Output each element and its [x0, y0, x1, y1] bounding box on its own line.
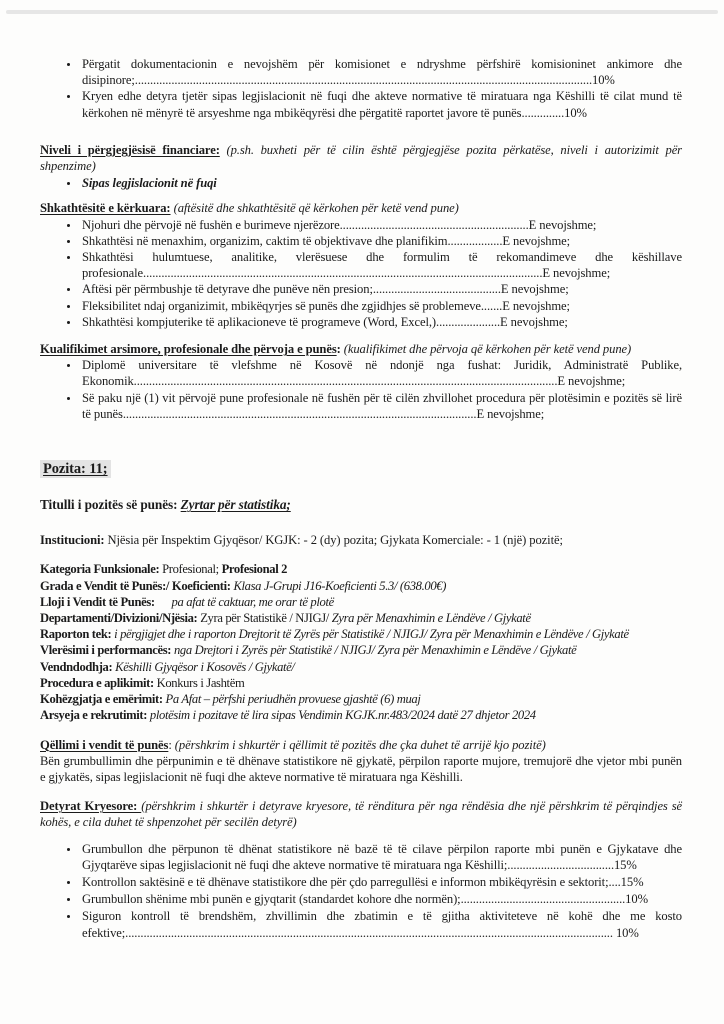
detail-line: [40, 691, 682, 707]
text-segment: pa afat të caktuar, me orar të plotë: [157, 594, 334, 609]
skills-list: [40, 217, 682, 330]
scan-artifact-line: [6, 10, 718, 14]
main-duties-heading: [40, 798, 682, 830]
text-segment: Raporton tek:: [40, 627, 115, 642]
text-segment: i përgjigjet dhe i raporton Drejtorit të Zyrës për Statistikë / NJIGJ/ Zyra për Menaxhimin e Lëndëve / Gjykatë: [114, 627, 629, 642]
position-details-block: [40, 561, 682, 723]
task-item: • Grumbullon shënime mbi punën e gjyqtarit (standardet kohore dhe normën);......................................................10%: [80, 891, 682, 907]
text-segment: Kategoria Funksionale:: [40, 562, 163, 577]
text-segment: Zyrtar për statistika;: [180, 497, 291, 513]
text-segment: plotësim i pozitave të lira sipas Vendimin KGJK.nr.483/2024 datë 27 dhjetor 2024: [149, 708, 536, 723]
detail-line: [40, 642, 682, 658]
qualifications-heading: [40, 341, 682, 357]
skill-item: • Aftësi për përmbushje të detyrave dhe punëve nën presion;..........................................E nevojshme;: [80, 281, 682, 297]
text-segment: Sipas legjislacionit në fuqi: [82, 176, 217, 191]
financial-item: [80, 175, 682, 191]
text-segment: Kualifikimet arsimore, profesionale dhe përvoja e punës: [40, 342, 337, 357]
detail-line: [40, 594, 682, 610]
task-item: • Grumbullon dhe përpunon të dhënat statistikore në bazë të të cilave përpilon raporte mbi punën e Gjykatave dhe Gjyqtarëve sipas legjislacionit në fuqi dhe akteve normative të miratuara nga Këshilli;...................................15%: [80, 841, 682, 873]
position-title-line: [40, 497, 682, 513]
detail-line: [40, 659, 682, 675]
skill-item: • Fleksibilitet ndaj organizimit, mbikëqyrjes së punës dhe zgjidhjes së problemeve.......E nevojshme;: [80, 298, 682, 314]
text-segment: Vendndodhja:: [40, 659, 116, 674]
text-segment: Profesional 2: [221, 562, 288, 577]
text-segment: Departamenti/Divizioni/Njësia:: [40, 611, 201, 626]
purpose-heading: [40, 737, 682, 753]
qualification-item: • Së paku një (1) vit përvojë pune profesionale në fushën për të cilën zhvillohet procedura për plotësimin e pozitës së lirë të punës....................................................................................................................E nevojshme;: [80, 390, 682, 422]
detail-line: [40, 561, 682, 577]
text-segment: Zyra për Statistikë / NJIGJ/: [200, 611, 332, 626]
text-segment: :: [168, 737, 175, 752]
text-segment: Institucioni:: [40, 533, 108, 548]
detail-line: [40, 707, 682, 723]
purpose-paragraph: Bën grumbullimin dhe përpunimin e të dhënave statistikore në gjykatë, përpilon raporte mujore, tremujorë dhe vjetor mbi punën e gjykatës, sipas legjislacionit në fuqi dhe akteve normative të miratuara nga Këshilli.: [40, 753, 682, 784]
text-segment: Vlerësimi i performancës:: [40, 643, 174, 658]
institution-line: [40, 532, 682, 548]
text-segment: Pa Afat – përfshi periudhën provuese gjashtë (6) muaj: [165, 692, 421, 707]
qualifications-list: [40, 357, 682, 422]
text-segment: Titulli i pozitës së punës:: [40, 497, 181, 513]
skill-item: • Shkathtësi kompjuterike të aplikacioneve të programeve (Word, Excel,).....................E nevojshme;: [80, 314, 682, 330]
financial-responsibility-heading: [40, 142, 682, 174]
text-segment: nga Drejtori i Zyrës për Statistikë / NJIGJ/ Zyra për Menaxhimin e Lëndëve / Gjykatë: [173, 643, 577, 658]
detail-line: [40, 675, 682, 691]
text-segment: (p.sh. buxheti për të cilin është përgjegjëse pozita përkatëse, niveli i autorizimit për shpenzime): [40, 142, 682, 174]
financial-responsibility-list: [40, 175, 682, 191]
text-segment: (përshkrim i shkurtër i qëllimit të pozitës dhe çka duhet të arrijë kjo pozitë): [174, 737, 546, 752]
text-segment: Profesional;: [162, 562, 222, 577]
text-segment: (përshkrim i shkurtër i detyrave kryesore, të rënditura për nga rëndësia dhe një përshkrim të përqindjes së kohës, e cila duhet të shpenzohet për secilën detyrë): [40, 799, 683, 830]
text-segment: Njësia për Inspektim Gjyqësor/ KGJK: - 2 (dy) pozita; Gjykata Komerciale: - 1 (një) pozitë;: [107, 533, 563, 548]
skills-heading: [40, 200, 682, 216]
text-segment: Procedura e aplikimit:: [40, 675, 157, 690]
text-segment: :: [336, 342, 344, 357]
skill-item: • Shkathtësi në menaxhim, organizim, caktim të objektivave dhe planifikim..................E nevojshme;: [80, 233, 682, 249]
text-segment: (kualifikimet dhe përvoja që kërkohen për ketë vend pune): [343, 342, 632, 357]
text-segment: Grada e Vendit të Punës:/ Koeficienti:: [40, 578, 234, 593]
detail-line: [40, 626, 682, 642]
intro-duty-item: • Përgatit dokumentacionin e nevojshëm për komisionet e ndryshme përfshirë komisioninet ankimore dhe disipinore;......................................................................................................................................................10%: [80, 56, 682, 88]
position-number-heading: [40, 460, 682, 478]
text-segment: Niveli i përgjegjësisë financiare:: [40, 142, 220, 157]
text-segment: Konkurs i Jashtëm: [156, 675, 245, 690]
text-segment: Kohëzgjatja e emërimit:: [40, 692, 166, 707]
text-segment: Arsyeja e rekrutimit:: [40, 708, 150, 723]
intro-duty-item: • Kryen edhe detyra tjetër sipas legjislacionit në fuqi dhe akteve normative të miratuara nga Këshilli të cilat mund të kërkohen në mënyrë të arsyeshme nga mbikëqyrësi dhe përgatitë raportet javore të punës..............10%: [80, 88, 682, 120]
detail-line: [40, 610, 682, 626]
task-item: • Kontrollon saktësinë e të dhënave statistikore dhe për çdo parregullësi e informon mbikëqyrësin e sektorit;....15%: [80, 874, 682, 890]
main-duties-list: [40, 841, 682, 941]
text-segment: Qëllimi i vendit të punës: [40, 737, 169, 752]
text-segment: Lloji i Vendit të Punës:: [40, 594, 158, 609]
text-segment: Klasa J-Grupi J16-Koeficienti 5.3/ (638.00€): [233, 578, 447, 593]
text-segment: (aftësitë dhe shkathtësitë që kërkohen për ketë vend pune): [173, 201, 459, 216]
text-segment: Këshilli Gjyqësor i Kosovës / Gjykatë/: [115, 659, 295, 674]
intro-duties-list: [40, 56, 682, 121]
text-segment: Zyra për Menaxhimin e Lëndëve / Gjykatë: [331, 611, 531, 626]
skill-item: • Shkathtësi hulumtuese, analitike, vlerësuese dhe formulim të rekomandimeve dhe këshillave profesionale...................................................................................................................................E nevojshme;: [80, 249, 682, 281]
text-segment: Detyrat Kryesore:: [40, 799, 142, 814]
text-segment: Shkathtësitë e kërkuara:: [40, 201, 171, 216]
detail-line: [40, 578, 682, 594]
text-segment: [220, 143, 227, 157]
task-item: • Siguron kontroll të brendshëm, zhvillimin dhe zbatimin e të gjitha aktiviteteve në kohë dhe me kosto efektive;................................................................................................................................................................ 10%: [80, 908, 682, 940]
position-number-text: Pozita: 11;: [40, 460, 111, 478]
qualification-item: • Diplomë universitare të vlefshme në Kosovë në ndonjë nga fushat: Juridik, Administratë Publike, Ekonomik...........................................................................................................................................E nevojshme;: [80, 357, 682, 389]
skill-item: • Njohuri dhe përvojë në fushën e burimeve njerëzore..............................................................E nevojshme;: [80, 217, 682, 233]
